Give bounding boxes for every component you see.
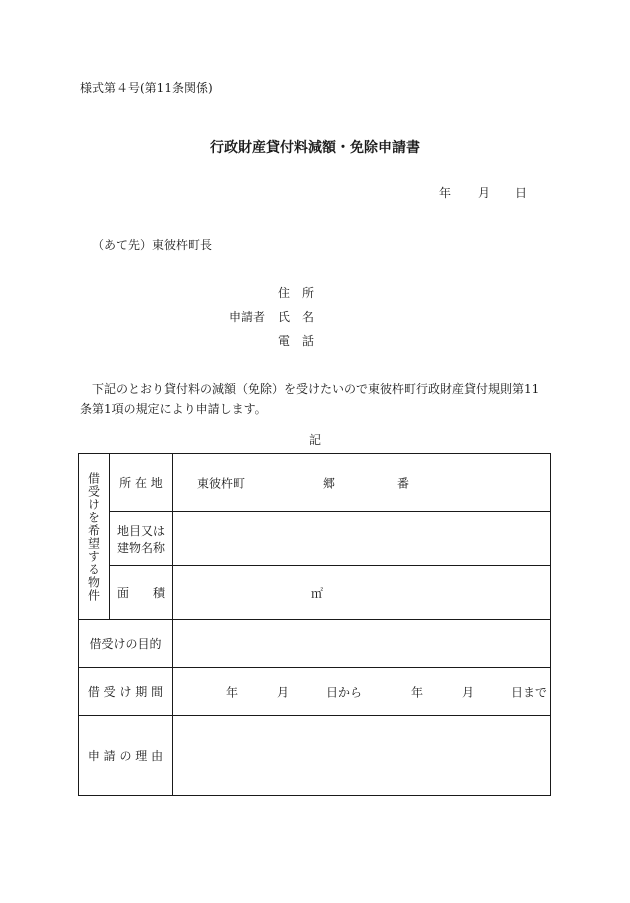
area-label: 面 積 — [110, 566, 173, 620]
property-group-cell — [79, 454, 110, 620]
date-month: 月 — [478, 186, 491, 200]
document-title: 行政財産貸付料減額・免除申請書 — [210, 140, 420, 156]
location-go: 郷 — [323, 476, 336, 490]
purpose-value-cell[interactable] — [173, 620, 551, 668]
date-day: 日 — [515, 186, 528, 200]
application-table — [78, 453, 551, 796]
purpose-label: 借受けの目的 — [79, 620, 173, 668]
area-value-cell[interactable] — [173, 566, 551, 620]
reason-value-cell[interactable] — [173, 716, 551, 796]
applicant-label: 申請者 — [229, 310, 266, 324]
location-ban: 番 — [397, 476, 410, 490]
statement-line-1: 下記のとおり貸付料の減額（免除）を受けたいので東彼杵町行政財産貸付規則第11 — [92, 382, 540, 396]
land-type-label-line-1: 地目又は — [116, 523, 165, 538]
form-number: 様式第４号(第11条関係) — [80, 81, 213, 95]
date-year: 年 — [439, 186, 452, 200]
period-label: 借 受 け 期 間 — [79, 668, 173, 716]
name-label: 氏 名 — [278, 310, 315, 324]
location-label: 所 在 地 — [110, 454, 173, 512]
addressee: （あて先）東彼杵町長 — [92, 238, 213, 252]
period-end-month: 月 — [462, 685, 475, 699]
address-label: 住 所 — [278, 286, 315, 300]
period-start-month: 月 — [277, 685, 290, 699]
land-type-label-line-2: 建物名称 — [116, 540, 165, 555]
period-start-day: 日から — [326, 685, 363, 699]
ki-heading: 記 — [308, 433, 321, 447]
period-end-day: 日まで — [511, 685, 548, 699]
period-value-cell[interactable] — [173, 668, 551, 716]
period-end-year: 年 — [411, 685, 424, 699]
statement-line-2: 条第1項の規定により申請します。 — [80, 402, 267, 416]
land-type-label — [110, 512, 173, 566]
application-statement — [80, 379, 555, 419]
property-group-label: 借受けを希望する物件 — [86, 471, 101, 602]
area-unit: ㎡ — [311, 586, 324, 600]
location-town: 東彼杵町 — [197, 476, 246, 490]
location-value-cell[interactable] — [173, 454, 551, 512]
reason-label: 申 請 の 理 由 — [79, 716, 173, 796]
period-start-year: 年 — [226, 685, 239, 699]
land-type-value-cell[interactable] — [173, 512, 551, 566]
phone-label: 電 話 — [278, 334, 315, 348]
